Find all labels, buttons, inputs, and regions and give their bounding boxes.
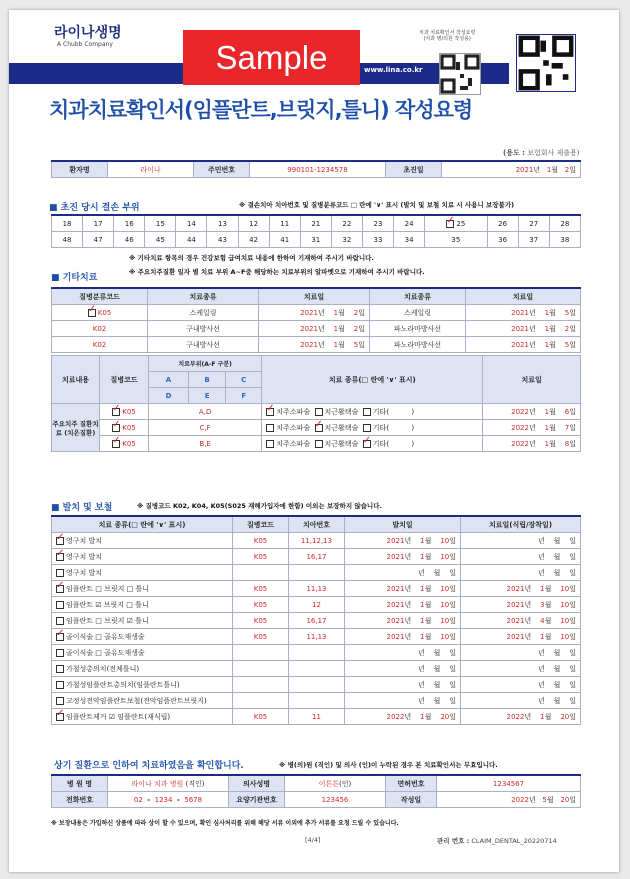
tooth-42[interactable]: 42 bbox=[238, 232, 269, 248]
checkbox[interactable] bbox=[315, 408, 323, 416]
date-cell: 2021년 1월 10일 bbox=[345, 629, 461, 645]
checkbox[interactable] bbox=[88, 309, 96, 317]
prosth-row: 가철성총의치(전체틀니) 년 월 일 년 월 일 bbox=[52, 661, 581, 677]
institution-number: 123456 bbox=[285, 792, 386, 808]
tooth-24[interactable]: 24 bbox=[394, 215, 425, 232]
company-logo-sub: A Chubb Company bbox=[57, 41, 113, 48]
date-cell: 년 월 일 bbox=[461, 549, 581, 565]
checkbox[interactable] bbox=[315, 424, 323, 432]
date-cell: 2021년 1월 10일 bbox=[345, 613, 461, 629]
tooth-37[interactable]: 37 bbox=[518, 232, 549, 248]
date-cell: 2021년 1월 5일 bbox=[259, 337, 370, 353]
date-cell: 년 월 일 bbox=[461, 693, 581, 709]
prosth-row: 영구치 발치 년 월 일 년 월 일 bbox=[52, 565, 581, 581]
document-page bbox=[9, 10, 619, 872]
tooth-28[interactable]: 28 bbox=[549, 215, 580, 232]
checkbox[interactable] bbox=[56, 569, 64, 577]
tooth-15[interactable]: 15 bbox=[145, 215, 176, 232]
date-cell: 2022년 1월 8일 bbox=[483, 436, 581, 452]
company-logo: 라이나생명 bbox=[54, 25, 122, 41]
date-cell: 년 월 일 bbox=[461, 645, 581, 661]
date-cell: 년 월 일 bbox=[345, 693, 461, 709]
sample-stamp: Sample bbox=[183, 30, 360, 85]
date-cell: 년 월 일 bbox=[345, 677, 461, 693]
tooth-21[interactable]: 21 bbox=[300, 215, 331, 232]
tooth-34[interactable]: 34 bbox=[394, 232, 425, 248]
other-treatment-table: 질병분류코드 치료종류 치료일 치료종류 치료일 ✓K05 스케일링 2021년 1월 2일 스케일링 2021년 1월 5일 K02 구내방사선 2021년 1월 2일 파노라마방사선 2021년 1월 2일 K02 구내방사선 2021년 1월 5일 파노라마방사선 2021년 1월 5일 bbox=[51, 287, 581, 353]
prosth-row: ✓골이식술 □ 골유도재생술 K05 11,13 2021년 1월 10일 2021년 1월 10일 bbox=[52, 629, 581, 645]
confirm-note: ※ 병(의)원 (직인) 및 의사 (인)이 누락된 경우 본 치료확인서는 무효입니다. bbox=[279, 761, 498, 769]
date-cell: 년 월 일 bbox=[345, 645, 461, 661]
date-cell: 2021년 3월 10일 bbox=[461, 597, 581, 613]
other-row: K02 구내방사선 2021년 1월 5일 파노라마방사선 2021년 1월 5일 bbox=[52, 337, 581, 353]
checkbox[interactable] bbox=[56, 681, 64, 689]
tooth-41[interactable]: 41 bbox=[269, 232, 300, 248]
prosth-note: ※ 질병코드 K02, K04, K05(S025 재해가입자에 한함) 이외는 보장하지 않습니다. bbox=[137, 502, 382, 510]
date-cell: 2021년 1월 2일 bbox=[259, 321, 370, 337]
tooth-47[interactable]: 47 bbox=[83, 232, 114, 248]
date-cell: 년 월 일 bbox=[461, 533, 581, 549]
page-title: 치과치료확인서(임플란트,브릿지,틀니) 작성요령 bbox=[49, 98, 473, 122]
date-cell: 2022년 1월 6일 bbox=[483, 404, 581, 420]
date-cell: 년 월 일 bbox=[461, 677, 581, 693]
tooth-38[interactable]: 38 bbox=[549, 232, 580, 248]
checkbox[interactable] bbox=[56, 553, 64, 561]
date-cell: 2021년 1월 10일 bbox=[461, 629, 581, 645]
checkbox[interactable] bbox=[363, 440, 371, 448]
prosth-row: 골이식술 □ 골유도재생술 년 월 일 년 월 일 bbox=[52, 645, 581, 661]
checkbox[interactable] bbox=[266, 408, 274, 416]
checkbox[interactable] bbox=[56, 617, 64, 625]
tooth-27[interactable]: 27 bbox=[518, 215, 549, 232]
other-section-title: ■ 기타치료 bbox=[51, 273, 98, 283]
qr-note: 치과 치료확인서 작성요령 (치과 병/의원 작성용) bbox=[419, 30, 476, 42]
prosth-row: 고정성전악임플란트보철(전악임플란트브릿지) 년 월 일 년 월 일 bbox=[52, 693, 581, 709]
checkbox[interactable] bbox=[56, 537, 64, 545]
tooth-44[interactable]: 44 bbox=[176, 232, 207, 248]
checkbox[interactable] bbox=[266, 424, 274, 432]
patient-id: 990101-1234578 bbox=[250, 161, 386, 178]
checkbox[interactable] bbox=[56, 649, 64, 657]
tooth-45[interactable]: 45 bbox=[145, 232, 176, 248]
checkbox[interactable] bbox=[112, 440, 120, 448]
checkbox[interactable] bbox=[112, 424, 120, 432]
date-cell: 2021년 1월 10일 bbox=[345, 533, 461, 549]
perio-row: ✓K05 B,E 치주소파술 치근활택술 ✓ 기타( ) 2022년 1월 8일 bbox=[52, 436, 581, 452]
phone-number: 02 - 1234 - 5678 bbox=[108, 792, 229, 808]
tooth-48[interactable]: 48 bbox=[52, 232, 83, 248]
qr-code-large-icon bbox=[516, 34, 576, 92]
date-cell: 2022년 1월 20일 bbox=[345, 709, 461, 725]
doctor-name: 이튼튼(인) bbox=[285, 775, 386, 792]
confirm-title: 상기 질환으로 인하여 치료하였음을 확인합니다. bbox=[54, 761, 244, 771]
tooth-25[interactable]: ✓ 25 bbox=[425, 215, 487, 232]
checkbox[interactable] bbox=[315, 440, 323, 448]
perio-row: 주요치주 질환치료 (치은질환) ✓K05 A,D ✓ 치주소파술 치근활택술 기타( ) 2022년 1월 6일 bbox=[52, 404, 581, 420]
tooth-35[interactable]: 35 bbox=[425, 232, 487, 248]
date-cell: 년 월 일 bbox=[345, 565, 461, 581]
date-cell: 2021년 1월 10일 bbox=[345, 597, 461, 613]
other-row: K02 구내방사선 2021년 1월 2일 파노라마방사선 2021년 1월 2일 bbox=[52, 321, 581, 337]
page-number: [4/4] bbox=[305, 836, 321, 844]
tooth-11[interactable]: 11 bbox=[269, 215, 300, 232]
checkbox[interactable] bbox=[56, 697, 64, 705]
date-cell: 2022년 1월 7일 bbox=[483, 420, 581, 436]
date-cell: 2021년 1월 5일 bbox=[466, 337, 581, 353]
usage-note: (용도 : 보험회사 제출용) bbox=[503, 149, 580, 157]
perio-row: ✓K05 C,F 치주소파술 ✓ 치근활택술 기타( ) 2022년 1월 7일 bbox=[52, 420, 581, 436]
prosth-row: ✓임플란트 □ 브릿지 □ 틀니 K05 11,13 2021년 1월 10일 2021년 1월 10일 bbox=[52, 581, 581, 597]
prosth-row: 임플란트 □ 브릿지 ☑ 틀니 K05 16,17 2021년 1월 10일 2021년 4월 10일 bbox=[52, 613, 581, 629]
management-number: 관리 번호 : CLAIM_DENTAL_20220714 bbox=[437, 837, 557, 845]
date-cell: 2021년 1월 10일 bbox=[345, 581, 461, 597]
tooth-12[interactable]: 12 bbox=[238, 215, 269, 232]
confirm-table: 병 원 명 라이나 치과 병원 (직인) 의사성명 이튼튼(인) 면허번호 1234567 전화번호 02 - 1234 - 5678 요양기관번호 123456 작성일 2022년 5월 20일 bbox=[51, 774, 581, 808]
footer-note: ※ 보장내용은 가입하신 상품에 따라 상이 할 수 있으며, 확인 심사처리를 위해 해당 서류 이외에 추가 서류를 요청 드릴 수 있습니다. bbox=[51, 820, 399, 827]
date-cell: 2021년 4월 10일 bbox=[461, 613, 581, 629]
date-cell: 년 월 일 bbox=[345, 661, 461, 677]
first-visit-date: 2021년 1월 2일 bbox=[442, 161, 581, 178]
prosth-row: ✓영구치 발치 K05 11,12,13 2021년 1월 10일 년 월 일 bbox=[52, 533, 581, 549]
checkbox[interactable] bbox=[266, 440, 274, 448]
prosth-row: 임플란트 ☑ 브릿지 □ 틀니 K05 12 2021년 1월 10일 2021년 3월 10일 bbox=[52, 597, 581, 613]
missing-note: ※ 결손치아 치아번호 및 질병분류코드 □ 란에 '∨' 표시 (발치 및 보철 치료 시 사용니 보장불가) bbox=[239, 201, 515, 209]
tooth-18[interactable]: 18 bbox=[52, 215, 83, 232]
tooth-17[interactable]: 17 bbox=[83, 215, 114, 232]
patient-table: 환자명 라이나 주민번호 990101-1234578 초진일 2021년 1월 2일 bbox=[51, 160, 581, 178]
checkbox[interactable] bbox=[56, 601, 64, 609]
tooth-31[interactable]: 31 bbox=[300, 232, 331, 248]
prosth-row: ✓임플란트제거 ☑ 임플란트(재식립) K05 11 2022년 1월 20일 2022년 1월 20일 bbox=[52, 709, 581, 725]
date-cell: 2021년 1월 10일 bbox=[345, 549, 461, 565]
checkbox[interactable] bbox=[112, 408, 120, 416]
tooth-33[interactable]: 33 bbox=[362, 232, 393, 248]
other-note-2: ※ 주요치주질환 일자 별 치료 부위 A~F중 해당하는 치료부위의 알파벳으로 기재하여 주시기 바랍니다. bbox=[129, 268, 425, 276]
date-cell: 2021년 1월 2일 bbox=[259, 305, 370, 321]
tooth-23[interactable]: 23 bbox=[362, 215, 393, 232]
tooth-16[interactable]: 16 bbox=[114, 215, 145, 232]
date-cell: 2022년 1월 20일 bbox=[461, 709, 581, 725]
date-cell: 년 월 일 bbox=[461, 565, 581, 581]
checkbox[interactable] bbox=[363, 408, 371, 416]
tooth-46[interactable]: 46 bbox=[114, 232, 145, 248]
other-row: ✓K05 스케일링 2021년 1월 2일 스케일링 2021년 1월 5일 bbox=[52, 305, 581, 321]
hospital-name: 라이나 치과 병원 (직인) bbox=[108, 775, 229, 792]
license-number: 1234567 bbox=[437, 775, 581, 792]
checkbox[interactable] bbox=[56, 633, 64, 641]
tooth-14[interactable]: 14 bbox=[176, 215, 207, 232]
prosth-row: 가철성임플란트총의치(임플란트틀니) 년 월 일 년 월 일 bbox=[52, 677, 581, 693]
tooth-32[interactable]: 32 bbox=[331, 232, 362, 248]
website-url[interactable]: www.lina.co.kr bbox=[364, 66, 423, 74]
qr-code-icon bbox=[439, 53, 481, 95]
checkbox[interactable] bbox=[56, 713, 64, 721]
checkbox[interactable] bbox=[363, 424, 371, 432]
checkbox[interactable] bbox=[446, 220, 454, 228]
patient-name: 라이나 bbox=[108, 161, 194, 178]
prosth-table: 치료 종류(□ 란에 '∨' 표시) 질병코드 치아번호 발치일 치료일(식립/장착일) ✓영구치 발치 K05 11,12,13 2021년 1월 10일 년 월 일 ✓영구치 발치 K05 16,17 2021년 1월 10일 년 월 일 영구치 발치 년 월 일 년 월 일 ✓임플란트 □ 브릿지 □ 틀니 K05 11,13 2021년 1월 10일 2021년 1월 10일 임플란트 ☑ 브릿지 □ 틀니 K05 12 2021년 1월 10일 2021년 3월 10일 임플란트 □ 브릿지 ☑ 틀니 K05 16,17 2021년 1월 10일 2021년 4월 10일 ✓골이식술 □ 골유도재생술 K05 11,13 2021년 1월 10일 2021년 1월 10일 골이식술 □ 골유도재생술 년 월 일 년 월 일 가철성총의치(전체틀니) 년 월 일 년 월 일 가철성임플란트총의치(임플란트틀니) 년 월 일 년 월 일 고정성전악임플란트보철(전악임플란트브릿지) 년 월 일 년 월 일 ✓임플란트제거 ☑ 임플란트(재식립) K05 11 2022년 1월 20일 2022년 1월 20일 bbox=[51, 515, 581, 725]
other-note-1: ※ 기타치료 항목의 경우 건강보험 급여치료 내용에 한하여 기재하여 주시기 바랍니다. bbox=[129, 254, 374, 262]
written-date: 2022년 5월 20일 bbox=[437, 792, 581, 808]
perio-table: 치료내용 질병코드 치료부위(A-F 구분) 치료 종류(□ 란에 '∨' 표시) 치료일 A B C D E F 주요치주 질환치료 (치은질환) ✓K05 A,D ✓ 치주소파술 치근활택술 기타( ) 2022년 1월 6일 ✓K05 C,F 치주소파술 ✓ 치근활택술 기타( ) 2022년 1월 7일 ✓K05 B,E 치주소파술 치근활택술 ✓ 기타( ) 2022년 1월 8일 bbox=[51, 355, 581, 452]
date-cell: 2021년 1월 2일 bbox=[466, 321, 581, 337]
checkbox[interactable] bbox=[56, 665, 64, 673]
date-cell: 년 월 일 bbox=[461, 661, 581, 677]
tooth-chart bbox=[51, 214, 581, 248]
tooth-22[interactable]: 22 bbox=[331, 215, 362, 232]
date-cell: 2021년 1월 5일 bbox=[466, 305, 581, 321]
date-cell: 2021년 1월 10일 bbox=[461, 581, 581, 597]
prosth-section-title: ■ 발치 및 보철 bbox=[51, 503, 113, 513]
checkbox[interactable] bbox=[56, 585, 64, 593]
tooth-13[interactable]: 13 bbox=[207, 215, 238, 232]
tooth-26[interactable]: 26 bbox=[487, 215, 518, 232]
missing-section-title: ■ 초진 당시 결손 부위 bbox=[49, 203, 140, 213]
tooth-43[interactable]: 43 bbox=[207, 232, 238, 248]
tooth-36[interactable]: 36 bbox=[487, 232, 518, 248]
prosth-row: ✓영구치 발치 K05 16,17 2021년 1월 10일 년 월 일 bbox=[52, 549, 581, 565]
